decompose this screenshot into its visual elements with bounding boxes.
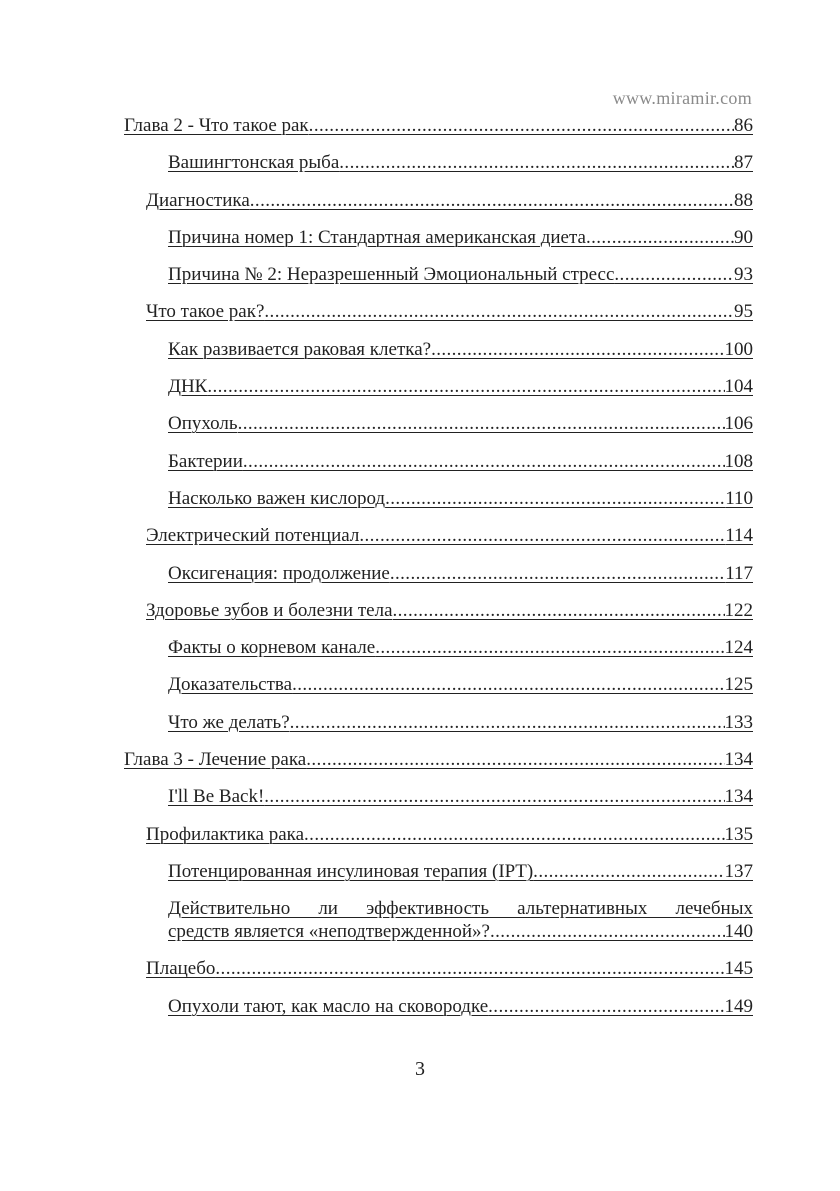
toc-entry-page: 108	[724, 450, 753, 472]
toc-entry-title: Причина № 2: Неразрешенный Эмоциональный стресс	[168, 264, 615, 286]
toc-entry-page: 93	[734, 264, 753, 286]
toc-leader-dots	[250, 189, 734, 212]
toc-entry-page: 140	[724, 921, 753, 943]
toc-entry-page: 149	[724, 995, 753, 1017]
toc-entry-page: 86	[734, 115, 753, 136]
toc-entry-title: Плацебо	[146, 958, 216, 980]
toc-leader-dots	[292, 673, 724, 696]
toc-leader-dots	[207, 375, 724, 398]
toc-entry-title: Оксигенация: продолжение	[168, 562, 390, 584]
toc-entry-title: Здоровье зубов и болезни тела	[146, 599, 393, 621]
toc-entry[interactable]	[168, 783, 753, 820]
toc-entry-page: 90	[734, 226, 753, 248]
toc-entry-chapter-2[interactable]	[124, 112, 753, 149]
toc-entry-title: Вашингтонская рыба	[168, 152, 340, 174]
toc-entry-title: Что такое рак?	[146, 301, 265, 323]
toc-entry-title: Профилактика рака	[146, 823, 305, 845]
toc-entry-page: 124	[724, 637, 753, 659]
toc-entry-title: Опухоли тают, как масло на сковородке	[168, 995, 489, 1017]
toc-entry[interactable]	[168, 709, 753, 746]
toc-entry-page: 134	[724, 786, 753, 808]
toc-entry-multiline[interactable]	[168, 895, 753, 955]
toc-entry-page: 114	[725, 525, 753, 547]
toc-entry[interactable]	[168, 373, 753, 410]
toc-entry-page: 135	[724, 823, 753, 845]
toc-entry-page: 117	[725, 562, 753, 584]
toc-entry[interactable]	[168, 485, 753, 522]
toc-entry[interactable]	[168, 224, 753, 261]
toc-leader-dots	[264, 300, 734, 323]
toc-entry-page: 88	[734, 189, 753, 211]
watermark: www.miramir.com	[612, 88, 752, 108]
toc-entry[interactable]	[168, 261, 753, 298]
toc-entry-page: 134	[724, 749, 753, 771]
toc-entry-page: 106	[724, 413, 753, 435]
toc-entry-page: 133	[724, 711, 753, 733]
toc-entry-page: 125	[724, 674, 753, 696]
toc-entry-page: 122	[724, 599, 753, 621]
toc-leader-dots	[533, 860, 724, 883]
toc-entry[interactable]	[168, 993, 753, 1030]
toc-leader-dots	[243, 450, 725, 473]
toc-leader-dots	[339, 151, 734, 174]
toc-leader-dots	[390, 562, 725, 585]
toc-entry-title-line2: средств является «неподтвержденной»?	[168, 921, 490, 943]
toc-entry-title: Электрический потенциал	[146, 525, 360, 547]
toc-leader-dots	[393, 599, 725, 622]
toc-entry[interactable]	[168, 336, 753, 373]
toc-entry[interactable]	[168, 560, 753, 597]
toc-entry-title: Насколько важен кислород	[168, 487, 386, 509]
toc-entry-page: 145	[724, 958, 753, 980]
toc-entry[interactable]	[168, 448, 753, 485]
table-of-contents	[124, 112, 753, 1030]
toc-entry-title: Потенцированная инсулиновая терапия (IPT)	[168, 860, 534, 882]
toc-leader-dots	[614, 263, 734, 286]
toc-entry[interactable]	[168, 671, 753, 708]
toc-entry[interactable]	[146, 597, 753, 634]
toc-entry-page: 95	[734, 301, 753, 323]
toc-leader-dots	[304, 823, 724, 846]
toc-entry-title: Причина номер 1: Стандартная американская диета	[168, 226, 586, 248]
toc-entry-title: Глава 3 - Лечение рака	[124, 749, 307, 771]
toc-entry-title: Диагностика	[146, 189, 250, 211]
toc-entry-title: Доказательства	[168, 674, 293, 696]
toc-leader-dots	[490, 920, 725, 943]
toc-entry[interactable]	[146, 522, 753, 559]
toc-entry[interactable]	[146, 298, 753, 335]
toc-entry-title: Факты о корневом канале	[168, 637, 376, 659]
toc-entry-page: 110	[725, 487, 753, 509]
toc-entry-title: I'll Be Back!	[168, 786, 265, 808]
toc-leader-dots	[375, 636, 724, 659]
toc-entry-page: 104	[724, 376, 753, 398]
toc-leader-dots	[586, 226, 734, 249]
toc-entry[interactable]	[168, 410, 753, 447]
toc-entry[interactable]	[146, 955, 753, 992]
toc-entry[interactable]	[168, 634, 753, 671]
toc-entry-title: ДНК	[168, 376, 208, 398]
toc-leader-dots	[431, 338, 724, 361]
toc-leader-dots	[290, 711, 725, 734]
toc-entry[interactable]	[146, 187, 753, 224]
toc-leader-dots	[309, 114, 734, 137]
toc-leader-dots	[359, 524, 725, 547]
toc-entry[interactable]	[146, 821, 753, 858]
toc-entry[interactable]	[168, 858, 753, 895]
toc-leader-dots	[488, 995, 724, 1018]
toc-leader-dots	[306, 748, 724, 771]
page-number: 3	[415, 1058, 425, 1080]
toc-leader-dots	[264, 785, 724, 808]
toc-entry-title: Как развивается раковая клетка?	[168, 338, 432, 360]
toc-entry-chapter-3[interactable]	[124, 746, 753, 783]
toc-entry-page: 137	[724, 860, 753, 882]
toc-leader-dots	[215, 957, 724, 980]
toc-entry-page: 87	[734, 152, 753, 174]
toc-leader-dots	[238, 412, 725, 435]
toc-entry-page: 100	[724, 338, 753, 360]
toc-entry-title: Опухоль	[168, 413, 238, 435]
toc-entry-title: Глава 2 - Что такое рак	[124, 115, 309, 136]
toc-entry[interactable]	[168, 149, 753, 186]
toc-entry-title: Бактерии	[168, 450, 243, 472]
toc-leader-dots	[385, 487, 725, 510]
toc-entry-title: Что же делать?	[168, 711, 290, 733]
toc-entry-title-line1: Действительно ли эффективность альтернативных лечебных	[168, 898, 753, 920]
